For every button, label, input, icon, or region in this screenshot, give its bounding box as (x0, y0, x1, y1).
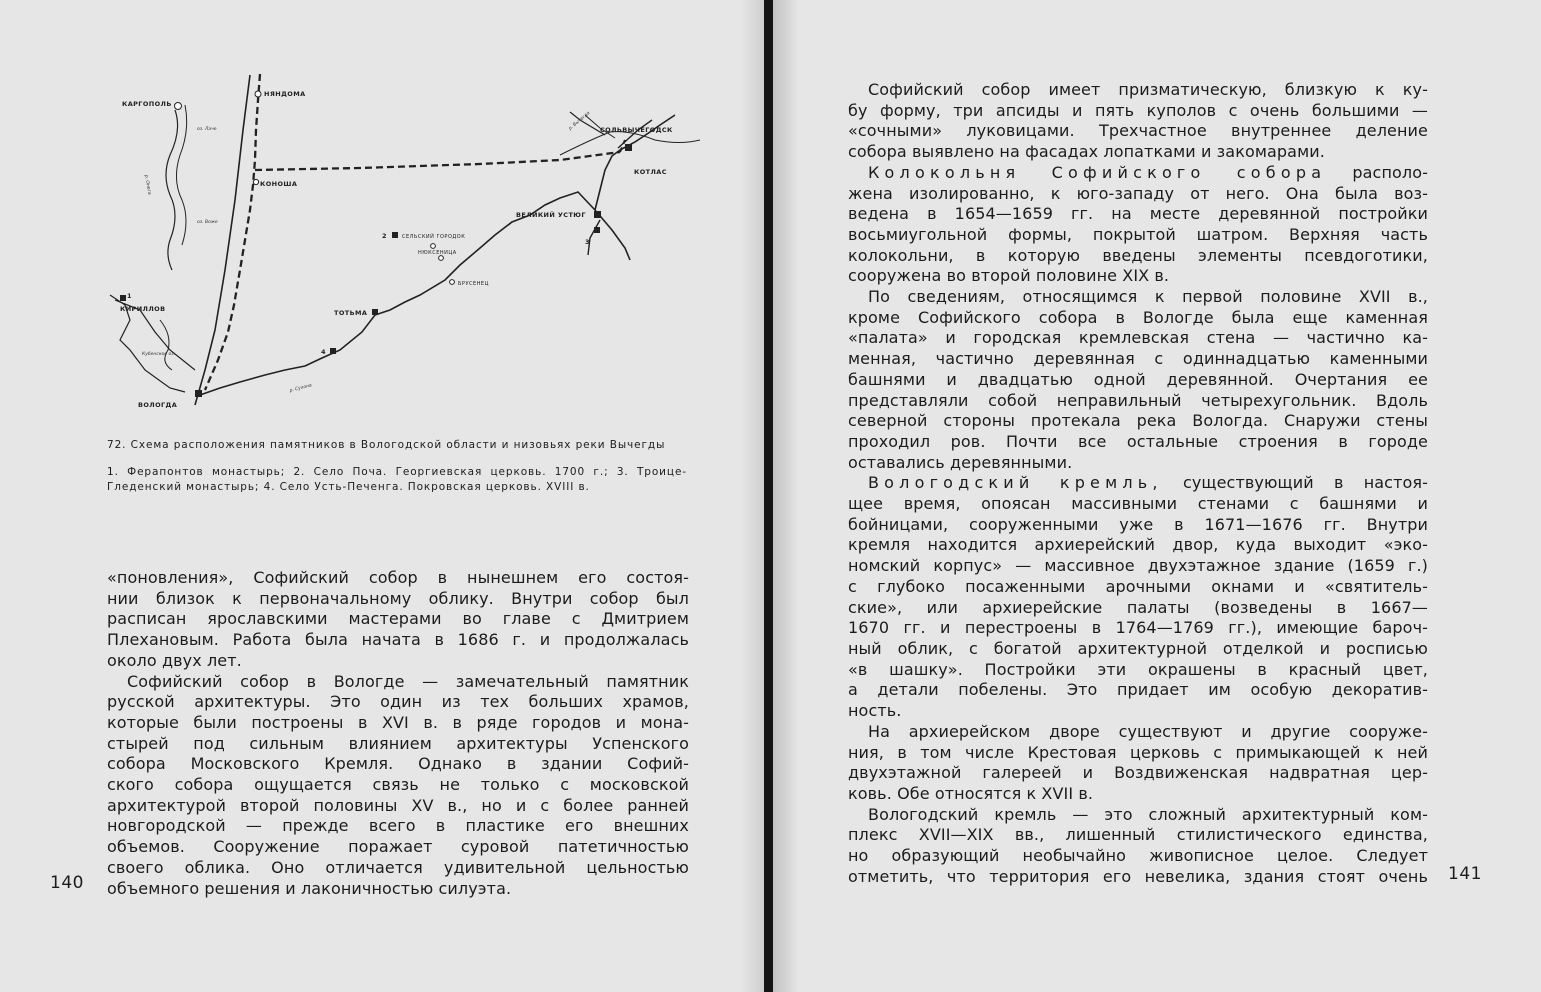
text-line: русской архитектуры. Это один из тех больших храмов, (107, 692, 689, 712)
text-line: сооружена во второй половине XIX в. (848, 266, 1170, 286)
map-marker-2: 2 (382, 232, 387, 240)
text-line: собора выявлено на фасадах лопатками и закомарами. (848, 142, 1325, 162)
text-line: ведена в 1654—1659 гг. на месте деревянной постройки (848, 204, 1428, 224)
text-line: ния, в том числе Крестовая церковь с примыкающей к ней (848, 742, 1428, 762)
map-marker-1: 1 (127, 292, 132, 300)
text-line: северной стороны протекала река Вологда. Снаружи стены (848, 411, 1428, 431)
text-line: ность. (848, 701, 902, 721)
map-label-kargopol: КАРГОПОЛЬ (122, 100, 172, 108)
map-label-lake-kubenskoe: Кубенское оз. (142, 352, 176, 357)
text-line: 1670 гг. и перестроены в 1764—1769 гг.), имеющие бароч- (848, 618, 1428, 638)
text-line: «в шашку». Постройки эти окрашены в красный цвет, (848, 659, 1428, 679)
text-line: своего облика. Оно отличается удивительной цельностью (107, 857, 689, 877)
text-line: колокольни, в которую введены элементы псевдоготики, (848, 245, 1428, 265)
text-line: менная, частично деревянная с одиннадцатью каменными (848, 349, 1428, 369)
map-label-river-vychegda: р. Вычегда (568, 110, 592, 132)
map-label-kirillov: КИРИЛЛОВ (120, 305, 166, 313)
text-fragment: располо- (1326, 162, 1428, 182)
text-fragment: существующий в настоя- (1162, 473, 1428, 493)
region-map (100, 70, 700, 415)
text-line (848, 163, 1428, 184)
text-line: нии близок к первоначальному облику. Внутри собор был (107, 588, 689, 608)
map-label-gorodok: СЕЛЬСКИЙ ГОРОДОК (402, 234, 466, 240)
text-line: объемов. Сооружение поражает суровой патетичностью (107, 837, 689, 857)
figure-caption (107, 438, 687, 495)
text-line: «сочными» луковицами. Трехчастное внутреннее деление (848, 121, 1428, 141)
map-label-solvychegodsk: СОЛЬВЫЧЕГОДСК (600, 126, 673, 134)
text-line: Вологодский кремль — это сложный архитектурный ком- (868, 804, 1428, 824)
text-line: ские», или архиерейские палаты (возведены в 1667— (848, 597, 1428, 617)
text-line: ского собора ощущается связь не только с московской (107, 775, 689, 795)
caption-title: 72. Схема расположения памятников в Вологодской области и низовьях реки Вычегды (107, 439, 666, 451)
text-line: бойницами, сооруженными уже в 1671—1676 гг. Внутри (848, 514, 1428, 534)
map-label-brusenets: БРУСЕНЕЦ (458, 281, 489, 287)
map-label-lake-lache: оз. Лаче (197, 127, 217, 132)
right-body-text (848, 80, 1428, 887)
text-line: около двух лет. (107, 650, 242, 670)
text-line: жена изолированно, к юго-западу от него. Она была воз- (848, 183, 1428, 203)
text-line: объемного решения и лаконичностью силуэта. (107, 878, 512, 898)
text-line: По сведениям, относящимся к первой половине XVII в., (868, 287, 1428, 307)
text-line: проходил ров. Почти все остальные строения в городе (848, 431, 1428, 451)
text-line: Софийский собор в Вологде — замечательный памятник (127, 671, 689, 691)
text-line: плекс XVII—XIX вв., лишенный стилистического единства, (848, 825, 1428, 845)
text-line: «палата» и городская кремлевская стена — частично ка- (848, 328, 1428, 348)
text-line: собора Московского Кремля. Однако в здании Софий- (107, 754, 689, 774)
text-line: кроме Софийского собора в Вологде была еще каменная (848, 307, 1428, 327)
text-line: «поновления», Софийский собор в нынешнем его состоя- (107, 568, 689, 587)
caption-legend: 1. Ферапонтов монастырь; 2. Село Поча. Георгиевская церковь. 1700 г.; 3. Троице-Гледенский монастырь; 4. Село Усть-Печенга. Покровская церковь. XVIII в. (107, 466, 687, 493)
text-line: отметить, что территория его невелика, здания стоят очень (848, 866, 1428, 886)
text-line: а детали побелены. Это придает им особую декоратив- (848, 680, 1428, 700)
text-line: новгородской — прежде всего в пластике его внешних (107, 816, 689, 836)
map-label-konosha: КОНОША (260, 180, 298, 188)
map-label-totma: ТОТЬМА (334, 309, 368, 317)
map-label-kotlas: КОТЛАС (634, 168, 667, 176)
text-line: но образующий необычайно живописное целое. Следует (848, 846, 1428, 866)
map-label-velikiy-ustyug: ВЕЛИКИЙ УСТЮГ (516, 211, 586, 219)
text-line: номский корпус» — массивное двухэтажное здание (1659 г.) (848, 556, 1428, 576)
gutter-shadow-left (740, 0, 764, 992)
page-number-left: 140 (50, 873, 84, 893)
text-line: ный облик, с богатой архитектурной отделкой и росписью (848, 638, 1428, 658)
spaced-heading: Колокольня Софийского собора (868, 162, 1327, 182)
text-line: щее время, опоясан массивными стенами с башнями и (848, 494, 1428, 514)
text-line: На архиерейском дворе существуют и другие сооруже- (868, 721, 1428, 741)
text-line: с глубоко посаженными арочными окнами и «святитель- (848, 576, 1428, 596)
text-line (848, 473, 1428, 494)
text-line: расписан ярославскими мастерами во главе с Дмитрием (107, 609, 689, 629)
map-label-nyuksenitsa: НЮКСЕНИЦА (418, 250, 457, 256)
text-line: бу форму, три апсиды и пять куполов с очень большими — (848, 100, 1428, 120)
text-line: Плехановым. Работа была начата в 1686 г. и продолжалась (107, 630, 689, 650)
page-number-right: 141 (1448, 864, 1482, 884)
text-line: которые были построены в XVI в. в ряде городов и мона- (107, 712, 689, 732)
text-line: двухэтажной галереей и Воздвиженская надвратная цер- (848, 763, 1428, 783)
text-line: ковь. Обе относятся к XVII в. (848, 783, 1094, 803)
text-line: восьмиугольной формы, покрытой шатром. Верхняя часть (848, 224, 1428, 244)
spaced-heading: Вологодский кремль, (868, 473, 1163, 493)
book-gutter (764, 0, 773, 992)
map-label-lake-vozhe: оз. Воже (197, 220, 218, 225)
text-line: стырей под сильным влиянием архитектуры Успенского (107, 733, 689, 753)
text-line: оставались деревянными. (848, 452, 1073, 472)
text-line: Софийский собор имеет призматическую, близкую к ку- (868, 80, 1428, 99)
text-line: башнями и двадцатью одной деревянной. Очертания ее (848, 369, 1428, 389)
left-body-text (107, 568, 689, 899)
map-label-river-sukhona: р. Сухона (289, 383, 313, 394)
gutter-shadow-right (773, 0, 799, 992)
text-line: кремля находится архиерейский двор, куда выходит «эко- (848, 535, 1428, 555)
map-label-vologda: ВОЛОГДА (138, 401, 178, 409)
text-line: архитектурой второй половины XV в., но и с более ранней (107, 795, 689, 815)
map-label-river-onega: р. Онега (143, 174, 152, 196)
map-label-nyandoma: НЯНДОМА (264, 90, 306, 98)
map-marker-4: 4 (321, 348, 326, 356)
text-line: представляли собой неправильный четырехугольник. Вдоль (848, 390, 1428, 410)
map-marker-3: 3 (585, 238, 590, 246)
